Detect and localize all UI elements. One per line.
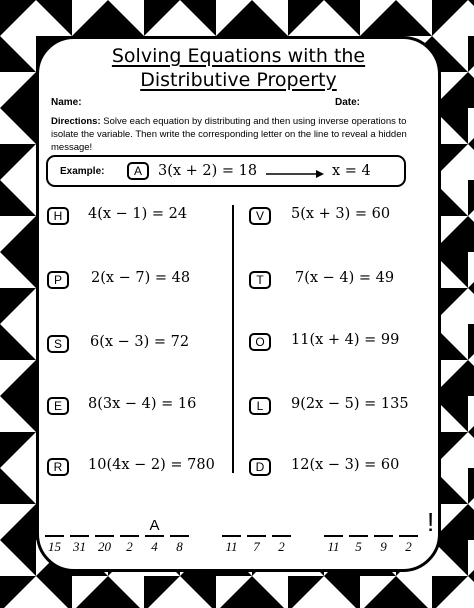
- problem-equation-t: 7(x − 4) = 49: [295, 270, 395, 286]
- column-divider: [232, 205, 234, 473]
- answer-blank[interactable]: [95, 535, 114, 555]
- page-title-line-1: Solving Equations with the: [111, 45, 366, 67]
- answer-blank[interactable]: [374, 535, 393, 555]
- border-triangle: [468, 324, 474, 360]
- problem-letter-box-s: S: [47, 335, 69, 353]
- border-triangle: [468, 360, 474, 396]
- example-letter-box: A: [127, 162, 149, 180]
- answer-blank[interactable]: [324, 535, 343, 555]
- border-triangle: [468, 36, 474, 72]
- answer-blank-number: 15: [48, 539, 61, 554]
- answer-blank-number: 11: [327, 539, 340, 554]
- answer-blank-letter: A: [149, 517, 160, 534]
- answer-blank[interactable]: [70, 535, 89, 555]
- answer-blank[interactable]: [120, 535, 139, 555]
- problem-equation-l: 9(2x − 5) = 135: [291, 396, 409, 412]
- problem-letter-box-v: V: [249, 207, 271, 225]
- directions-label: Directions:: [51, 116, 101, 127]
- example-box: [46, 155, 406, 187]
- answer-blank-number: 2: [126, 539, 133, 554]
- answer-blank[interactable]: [247, 535, 266, 555]
- problem-letter-box-h: H: [47, 207, 69, 225]
- date-label: Date:: [335, 97, 361, 108]
- worksheet-sheet: [36, 36, 441, 572]
- example-label: Example:: [60, 166, 105, 177]
- problem-letter-box-t: T: [249, 271, 271, 289]
- problem-equation-d: 12(x − 3) = 60: [291, 457, 400, 473]
- border-triangle: [468, 180, 474, 216]
- directions-text: Solve each equation by distributing and then using inverse operations to isolate the variable. Then write the corresponding letter on the line to reveal a hidden message!: [51, 116, 407, 153]
- border-triangle: [468, 216, 474, 252]
- answer-blank[interactable]: [222, 535, 241, 555]
- border-triangle: [468, 72, 474, 108]
- answer-blank-number: 9: [380, 539, 387, 554]
- answer-blank[interactable]: [45, 535, 64, 555]
- answer-blank[interactable]: [399, 535, 418, 555]
- border-triangle: [468, 468, 474, 504]
- problem-letter-box-r: R: [47, 458, 69, 476]
- answer-blank-number: 4: [151, 539, 158, 554]
- answer-blank-number: 7: [253, 539, 260, 554]
- answer-blank-number: 31: [73, 539, 86, 554]
- problem-letter-box-p: P: [47, 271, 69, 289]
- problem-letter-box-l: L: [249, 397, 271, 415]
- problem-letter-box-o: O: [249, 333, 271, 351]
- answer-blank-number: 20: [98, 539, 111, 554]
- problem-letter-box-e: E: [47, 397, 69, 415]
- problem-equation-s: 6(x − 3) = 72: [90, 334, 190, 350]
- exclamation-mark: !: [427, 507, 435, 537]
- problem-equation-e: 8(3x − 4) = 16: [88, 396, 197, 412]
- arrow-right-icon: [266, 170, 324, 178]
- answer-blank-number: 8: [176, 539, 183, 554]
- problem-equation-p: 2(x − 7) = 48: [91, 270, 191, 286]
- problem-equation-r: 10(4x − 2) = 780: [88, 457, 215, 473]
- border-triangle: [468, 504, 474, 540]
- answer-blank[interactable]: [145, 517, 164, 555]
- name-label: Name:: [51, 97, 82, 108]
- problem-equation-o: 11(x + 4) = 99: [291, 332, 400, 348]
- problem-equation-h: 4(x − 1) = 24: [88, 206, 188, 222]
- problem-letter-box-d: D: [249, 458, 271, 476]
- answer-blank[interactable]: [349, 535, 368, 555]
- example-answer: x = 4: [332, 163, 371, 179]
- example-equation: 3(x + 2) = 18: [158, 163, 258, 179]
- answer-blank-number: 2: [405, 539, 412, 554]
- problem-equation-v: 5(x + 3) = 60: [291, 206, 391, 222]
- answer-blank-number: 11: [225, 539, 238, 554]
- page-title-line-2: Distributive Property: [140, 69, 337, 91]
- directions: [51, 115, 431, 154]
- answer-blank-number: 5: [355, 539, 362, 554]
- answer-blank-number: 2: [278, 539, 285, 554]
- answer-blank[interactable]: [272, 535, 291, 555]
- answer-blank[interactable]: [170, 535, 189, 555]
